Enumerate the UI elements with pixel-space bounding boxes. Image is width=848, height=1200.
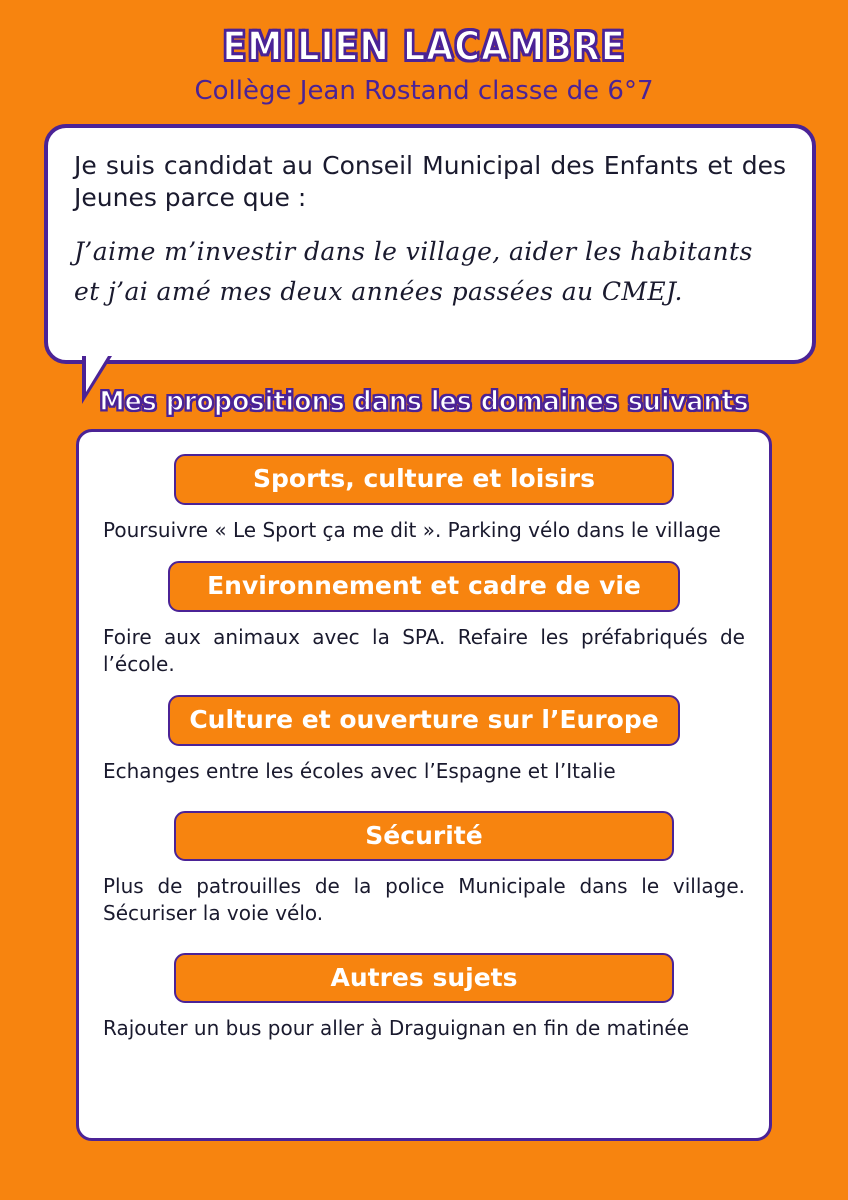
proposal-description-culture-europe: Echanges entre les écoles avec l’Espagne et l’Italie xyxy=(103,759,616,784)
proposal-description-security: Plus de patrouilles de la police Municipale dans le village. Sécuriser la voie vélo. xyxy=(103,874,745,925)
speech-bubble-wrapper xyxy=(44,124,816,364)
proposal-topic-other: Autres sujets xyxy=(174,953,674,1004)
proposals-card xyxy=(76,429,772,1141)
candidacy-intro-text: Je suis candidat au Conseil Municipal des Enfants et des Jeunes parce que : xyxy=(74,151,786,212)
proposal-block-environment xyxy=(101,561,747,677)
school-class-line: Collège Jean Rostand classe de 6°7 xyxy=(194,76,654,106)
proposal-topic-sports: Sports, culture et loisirs xyxy=(174,454,674,505)
proposals-section-title: Mes propositions dans les domaines suivants xyxy=(99,386,749,417)
proposal-block-sports xyxy=(101,454,747,543)
proposal-topic-environment: Environnement et cadre de vie xyxy=(168,561,680,612)
proposal-topic-security: Sécurité xyxy=(174,811,674,862)
proposal-description-other: Rajouter un bus pour aller à Draguignan en fin de matinée xyxy=(103,1016,690,1041)
proposal-description-environment: Foire aux animaux avec la SPA. Refaire les préfabriqués de l’école. xyxy=(103,625,745,676)
handwritten-motivation-text: J’aime m’investir dans le village, aider les habitants et j’ai amé mes deux années passées au CMEJ. xyxy=(74,237,753,306)
proposal-block-other xyxy=(101,953,747,1042)
candidate-name: EMILIEN LACAMBRE xyxy=(222,24,626,70)
proposal-block-culture-europe xyxy=(101,695,747,784)
speech-bubble xyxy=(44,124,816,364)
poster-header xyxy=(0,0,848,106)
proposal-topic-culture-europe: Culture et ouverture sur l’Europe xyxy=(168,695,680,746)
proposal-block-security xyxy=(101,811,747,927)
proposal-description-sports: Poursuivre « Le Sport ça me dit ». Parking vélo dans le village xyxy=(103,517,721,542)
